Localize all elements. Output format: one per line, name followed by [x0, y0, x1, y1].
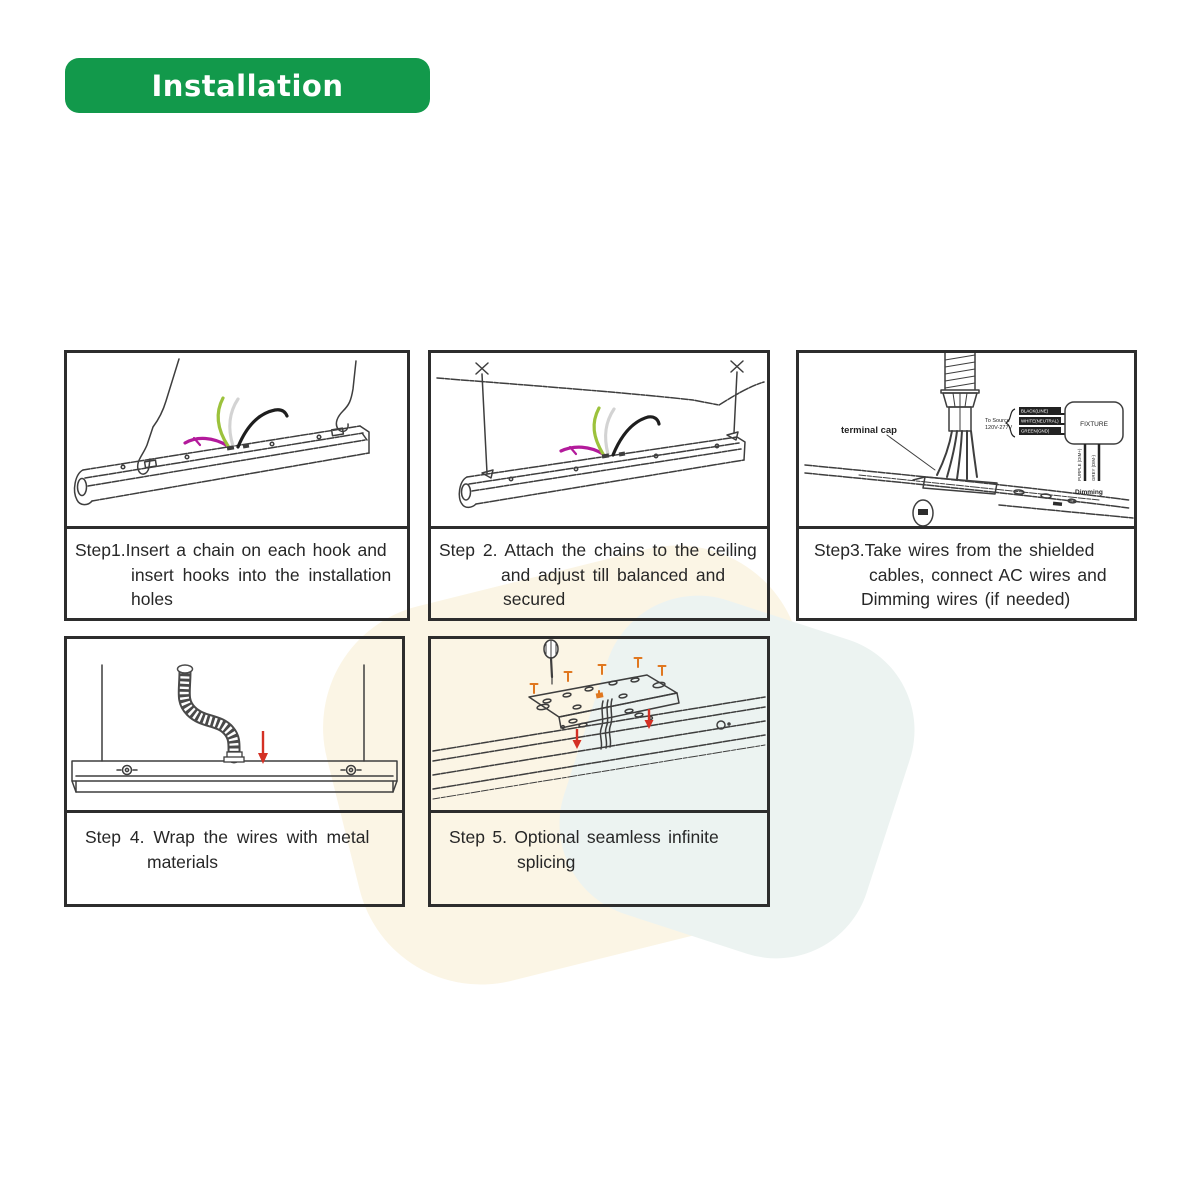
caption-line: cables, connect AC wires and — [869, 564, 1107, 585]
dim-grey-label: GREY (DIM-) — [1091, 454, 1096, 481]
caption-line: Step 4. Wrap the wires with metal — [85, 827, 370, 847]
caption-line: materials — [147, 851, 218, 872]
magenta-wire — [561, 447, 603, 454]
ceiling-x-left — [476, 363, 488, 374]
step1-drawing — [67, 353, 407, 526]
step5-drawing — [431, 639, 767, 810]
step3-drawing — [799, 353, 1134, 526]
caption-line: insert hooks into the installation — [131, 564, 392, 585]
black-wire-label: BLACK(LINE) — [1021, 408, 1049, 414]
panel-step-5 — [428, 636, 770, 907]
green-wire — [594, 408, 603, 454]
down-arrows — [573, 709, 654, 749]
fixture-label: FIXTURE — [1080, 421, 1108, 428]
left-hook — [138, 359, 179, 474]
caption-line: secured — [503, 589, 566, 609]
caption-line: Step 5. Optional seamless infinite — [449, 827, 719, 847]
step4-illustration — [67, 639, 402, 813]
panel-step-2 — [428, 350, 770, 621]
dim-purple-label: PURPLE (DIM+) — [1077, 448, 1082, 481]
installation-badge — [65, 58, 430, 113]
dimming-label: Dimming — [1075, 489, 1103, 496]
white-wire — [606, 409, 614, 454]
white-wire-label: WHITE(NEUTRAL) — [1021, 418, 1059, 424]
caption-line: Dimming wires (if needed) — [861, 589, 1071, 609]
caption-line: splicing — [517, 851, 576, 872]
green-wire-label: GREEN(GND) — [1021, 428, 1050, 434]
to-source-voltage: 120V-277V — [985, 425, 1013, 431]
terminal-cap-label: terminal cap — [841, 425, 897, 436]
step4-drawing — [67, 639, 402, 810]
magenta-wire — [185, 438, 228, 446]
ceiling-x-right — [731, 361, 743, 372]
step3-caption — [799, 529, 1134, 612]
caption-line: holes — [131, 589, 173, 609]
step2-caption — [431, 529, 767, 612]
panel-step-3 — [796, 350, 1137, 621]
ac-wire-labels — [1019, 407, 1061, 434]
caption-line: and adjust till balanced and — [501, 564, 726, 585]
panel-step-1 — [64, 350, 410, 621]
step4-caption — [67, 813, 402, 874]
step2-illustration — [431, 353, 767, 529]
installation-badge-label: Installation — [151, 68, 344, 103]
panel-step-4 — [64, 636, 405, 907]
white-wire — [230, 399, 238, 446]
right-hook — [336, 361, 356, 431]
step5-caption — [431, 813, 767, 874]
caption-line: Step3.Take wires from the shielded — [814, 540, 1095, 560]
step1-illustration — [67, 353, 407, 529]
metal-conduit — [184, 671, 234, 757]
to-source-label: To Source — [985, 418, 1010, 424]
caption-line: Step 2. Attach the chains to the ceiling — [439, 540, 757, 560]
green-wire — [218, 398, 228, 446]
caption-line: Step1.Insert a chain on each hook and — [75, 540, 387, 560]
step3-illustration — [799, 353, 1134, 529]
step2-drawing — [431, 353, 767, 526]
step5-illustration — [431, 639, 767, 813]
step1-caption — [67, 529, 407, 612]
